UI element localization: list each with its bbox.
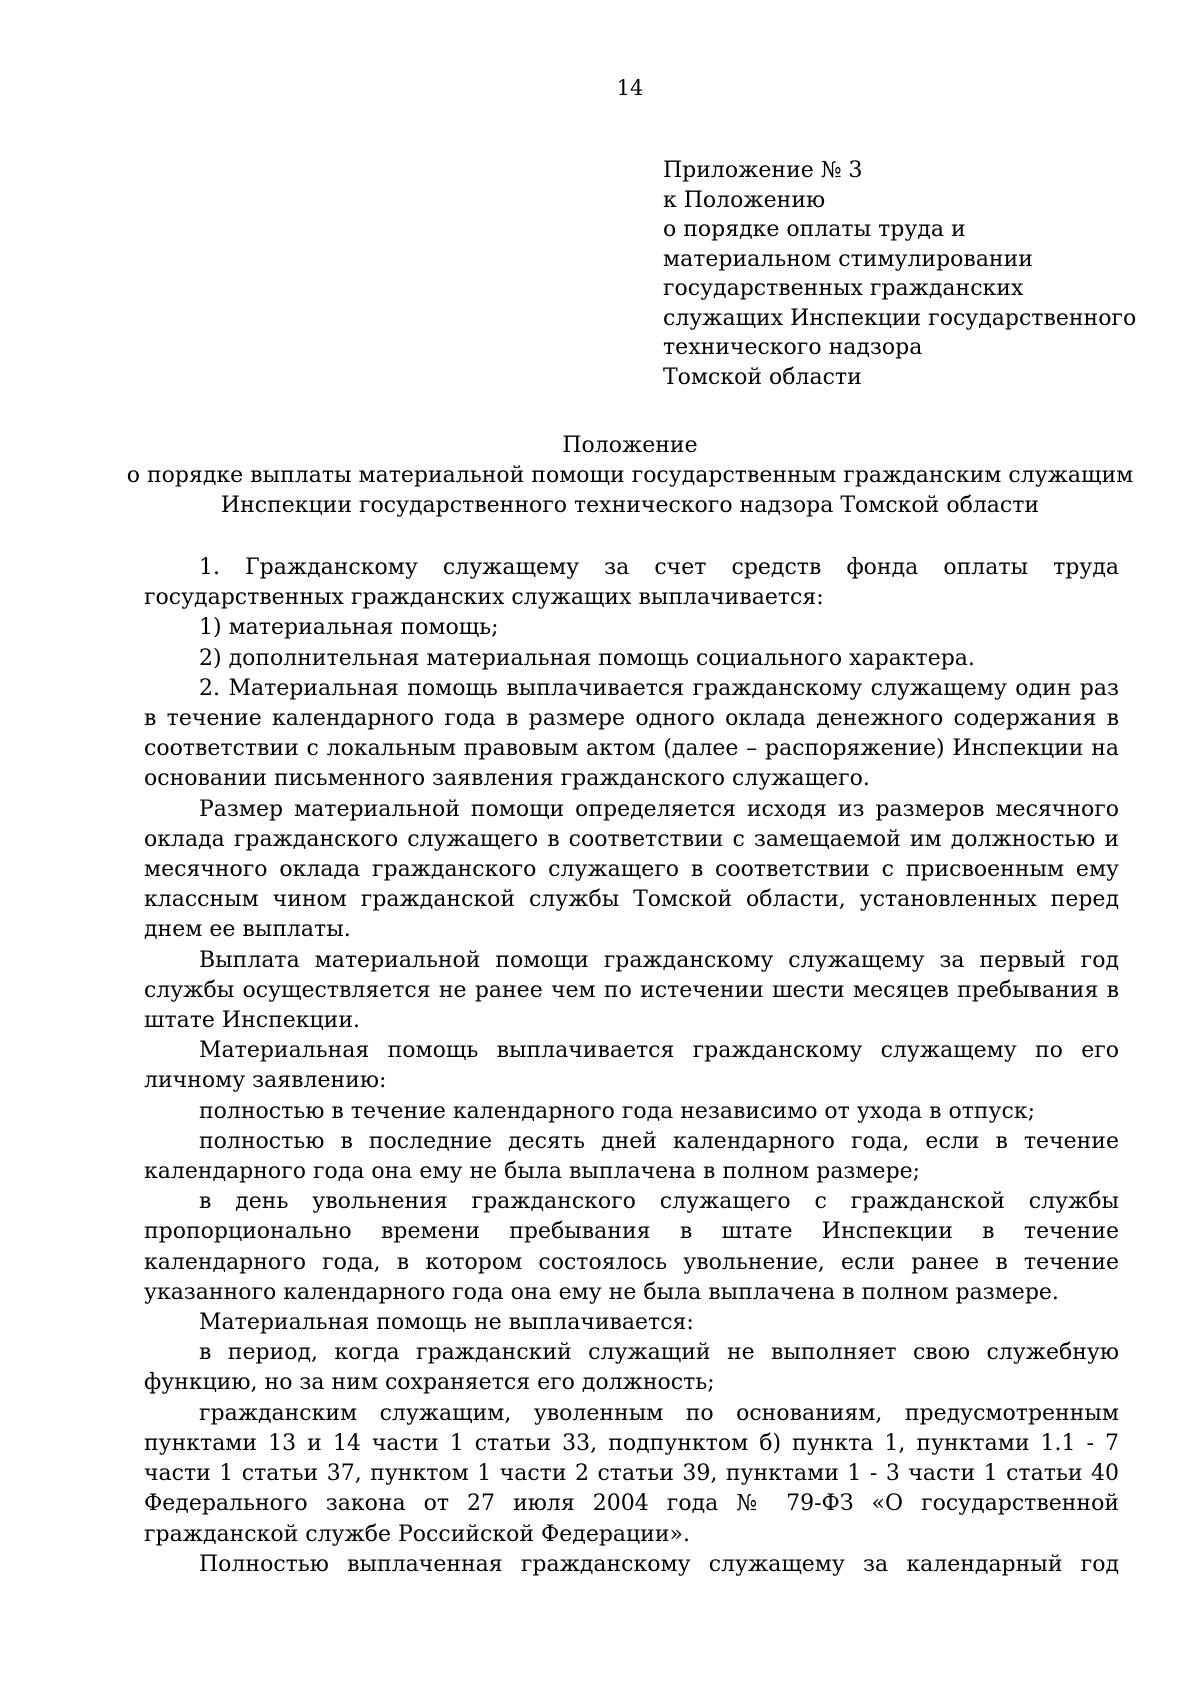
paragraph: в день увольнения гражданского служащего с гражданской службы пропорционально времени пребывания в штате Инспекции в течение календарного года, в котором состоялось увольнение, если ранее в течение указанного календарного года она ему не была выплачена в полном размере.: [144, 1189, 1119, 1305]
paragraph: Выплата материальной помощи гражданскому служащему за первый год службы осуществляется не ранее чем по истечении шести месяцев пребывания в штате Инспекции.: [144, 947, 1119, 1034]
paragraph: полностью в течение календарного года независимо от ухода в отпуск;: [199, 1098, 1035, 1124]
appendix-line: материальном стимулировании: [663, 246, 1033, 272]
paragraph: 2. Материальная помощь выплачивается гражданскому служащему один раз в течение календарного года в размере одного оклада денежного содержания в соответствии с локальным правовым актом (далее – распоряжение) Инспекции на основании письменного заявления гражданского служащего.: [144, 675, 1119, 792]
paragraph: полностью в последние десять дней календарного года, если в течение календарного года она ему не была выплачена в полном размере;: [144, 1128, 1119, 1185]
paragraph: Материальная помощь не выплачивается:: [199, 1310, 694, 1336]
appendix-line: служащих Инспекции государственного: [663, 305, 1137, 331]
paragraph: Материальная помощь выплачивается гражданскому служащему по его личному заявлению:: [144, 1038, 1119, 1094]
paragraph: Полностью выплаченная гражданскому служащему за календарный год: [199, 1551, 1119, 1577]
page-number: 14: [616, 76, 644, 100]
title-line: о порядке выплаты материальной помощи государственным гражданским служащим: [126, 463, 1134, 488]
paragraph: 1. Гражданскому служащему за счет средств фонда оплаты труда государственных гражданских служащих выплачивается:: [144, 555, 1119, 611]
paragraph: Размер материальной помощи определяется исходя из размеров месячного оклада гражданского служащего в соответствии с замещаемой им должностью и месячного оклада гражданского служащего в соответствии с присвоенным ему классным чином гражданской службы Томской области, установленных перед днем ее выплаты.: [144, 796, 1119, 943]
appendix-line: Томской области: [663, 364, 862, 390]
appendix-line: о порядке оплаты труда и: [663, 217, 966, 242]
appendix-header: [663, 156, 1136, 392]
title-line: Положение: [562, 433, 698, 458]
appendix-line: Приложение № 3: [663, 158, 863, 183]
appendix-line: технического надзора: [663, 335, 923, 360]
paragraph: 1) материальная помощь;: [199, 615, 499, 641]
paragraph: 2) дополнительная материальная помощь социального характера.: [199, 645, 975, 671]
appendix-line: государственных гражданских: [663, 276, 1024, 301]
paragraph: в период, когда гражданский служащий не выполняет свою служебную функцию, но за ним сохраняется его должность;: [144, 1340, 1119, 1396]
document-body: [144, 553, 1119, 1580]
title-line: Инспекции государственного технического надзора Томской области: [220, 493, 1040, 518]
document-title: [0, 431, 1200, 521]
appendix-line: к Положению: [663, 187, 826, 213]
paragraph: гражданским служащим, уволенным по основаниям, предусмотренным пунктами 13 и 14 части 1 статьи 33, подпунктом б) пункта 1, пунктами 1.1 - 7 части 1 статьи 37, пунктом 1 части 2 статьи 39, пунктами 1 - 3 части 1 статьи 40 Федерального закона от 27 июля 2004 года № 79-ФЗ «О государственной гражданской службе Российской Федерации».: [144, 1400, 1119, 1547]
